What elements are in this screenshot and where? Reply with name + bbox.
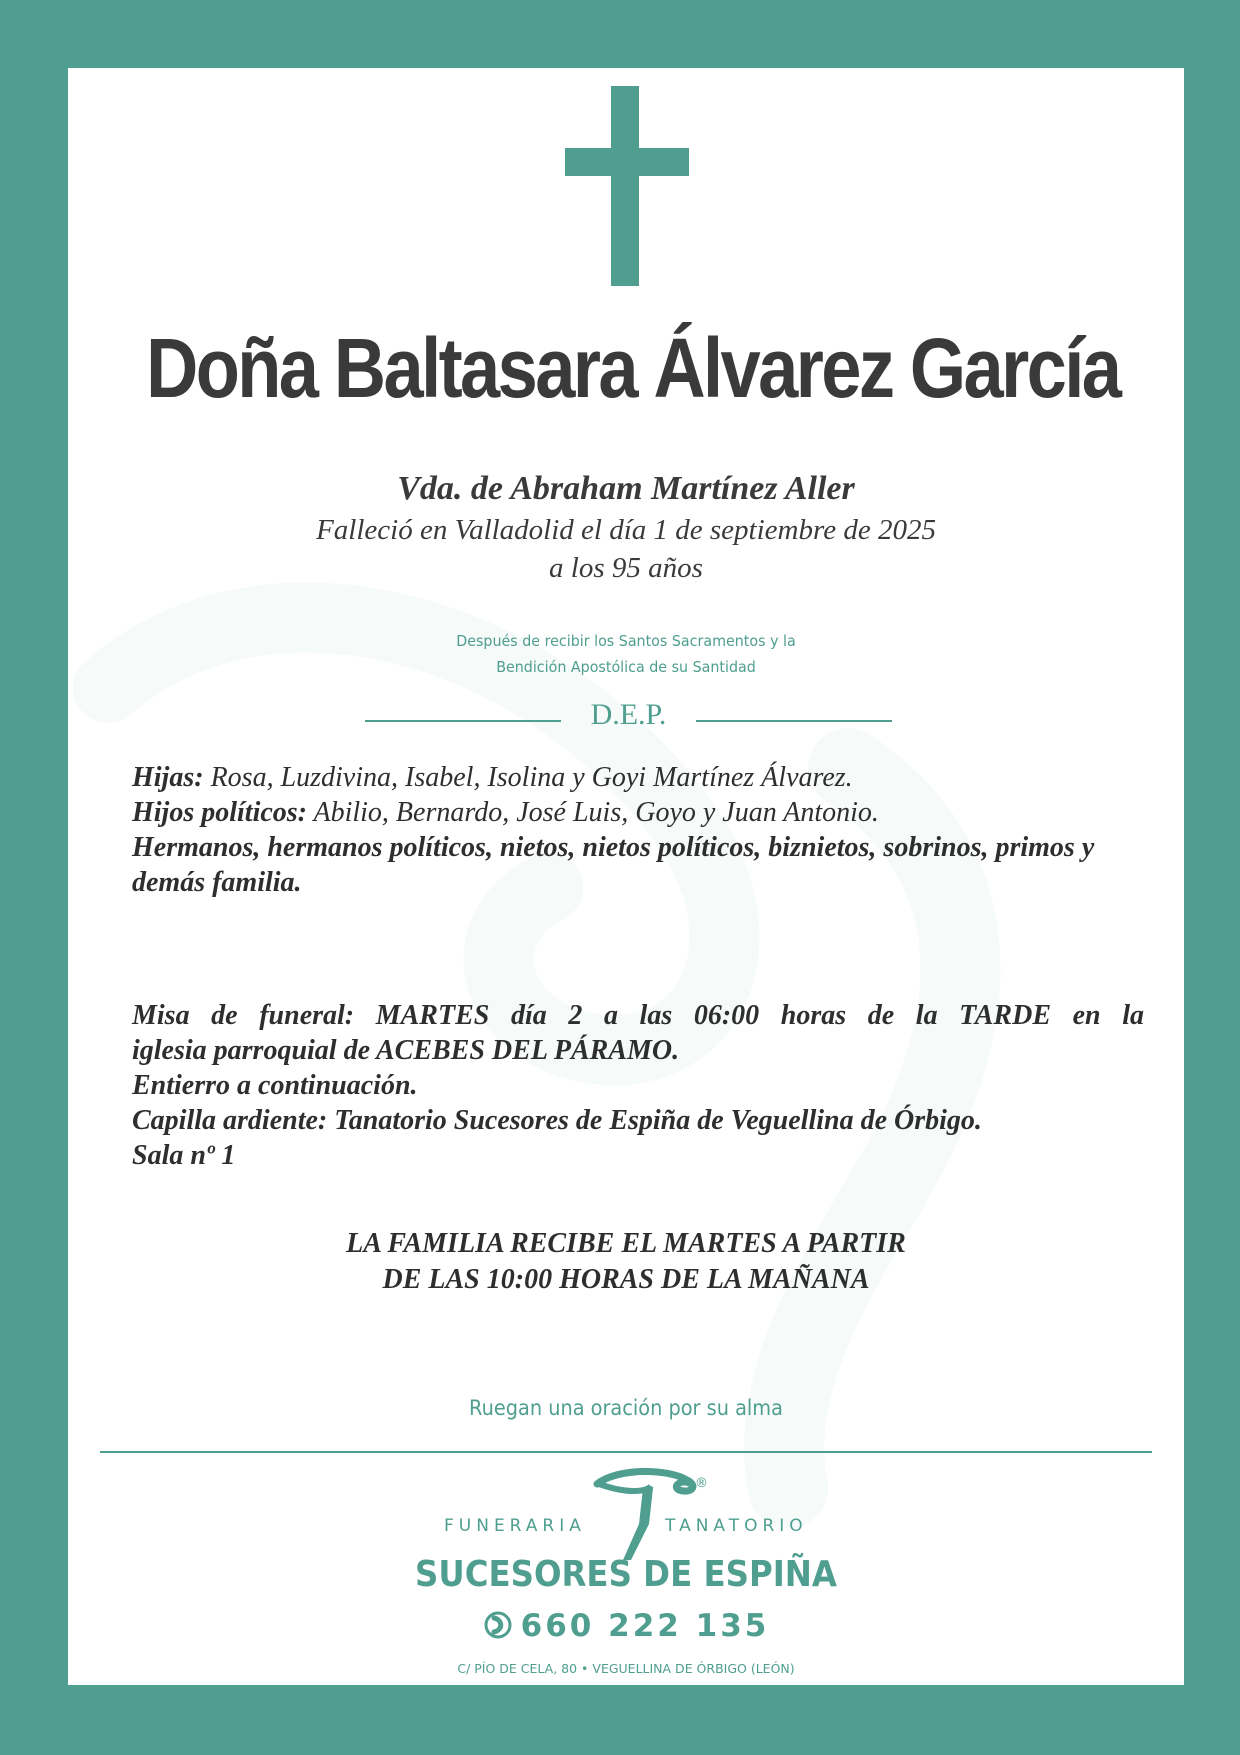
prayer-request: Ruegan una oración por su alma [469,1396,783,1420]
funeral-details [132,998,1144,1173]
family-receives [68,1226,1184,1298]
phone-icon [483,1610,513,1640]
sacraments-note [113,628,1140,680]
other-relatives: Hermanos, hermanos políticos, nietos, nietos políticos, biznietos, sobrinos, primos y demás familia. [132,832,1095,898]
phone-number: 660 222 135 [520,1608,770,1644]
divider-line-right [696,720,892,722]
deceased-name: Doña Baltasara Álvarez García [146,321,1120,415]
company-name: SUCESORES DE ESPIÑA [415,1554,837,1595]
footer-separator [100,1451,1152,1453]
tanatorio-label: TANATORIO [665,1516,808,1536]
address: C/ PÍO DE CELA, 80 • VEGUELLINA DE ÓRBIGO (LEÓN) [457,1661,795,1676]
obituary-sheet [68,68,1184,1685]
inlaws-names: Abilio, Bernardo, José Luis, Goyo y Juan Antonio. [307,797,879,828]
divider-line-left [365,720,561,722]
phone-line [68,1608,1184,1644]
receives-line-1: LA FAMILIA RECIBE EL MARTES A PARTIR [346,1228,906,1259]
mass-line-2: iglesia parroquial de ACEBES DEL PÁRAMO. [132,1035,680,1066]
daughters-names: Rosa, Luzdivina, Isabel, Isolina y Goyi Martínez Álvarez. [203,762,853,793]
daughters-label: Hijas: [132,762,204,793]
daughters-line [132,760,1142,795]
mass-line-1: Misa de funeral: MARTES día 2 a las 06:00 horas de la TARDE en la [132,1000,1144,1031]
death-date: Falleció en Valladolid el día 1 de septiembre de 2025 [316,514,936,546]
dep-label: D.E.P. [590,698,667,731]
family-list [132,760,1142,900]
age: a los 95 años [549,552,703,584]
receives-line-2: DE LAS 10:00 HORAS DE LA MAÑANA [382,1264,870,1295]
widow-of: Vda. de Abraham Martínez Aller [397,470,855,507]
sacraments-line-2: Bendición Apostólica de su Santidad [496,658,756,676]
cross-icon [565,86,689,286]
room-line: Sala nº 1 [132,1140,236,1171]
burial-line: Entierro a continuación. [132,1070,418,1101]
registered-mark: ® [695,1476,708,1491]
funeraria-label: FUNERARIA [444,1516,586,1536]
chapel-line: Capilla ardiente: Tanatorio Sucesores de Espiña de Veguellina de Órbigo. [132,1105,982,1136]
inlaws-line [132,795,1142,830]
funeral-home-logo [587,1464,707,1564]
sacraments-line-1: Después de recibir los Santos Sacramentos y la [456,632,796,650]
dep-divider [68,698,1184,738]
inlaws-label: Hijos políticos: [132,797,307,828]
